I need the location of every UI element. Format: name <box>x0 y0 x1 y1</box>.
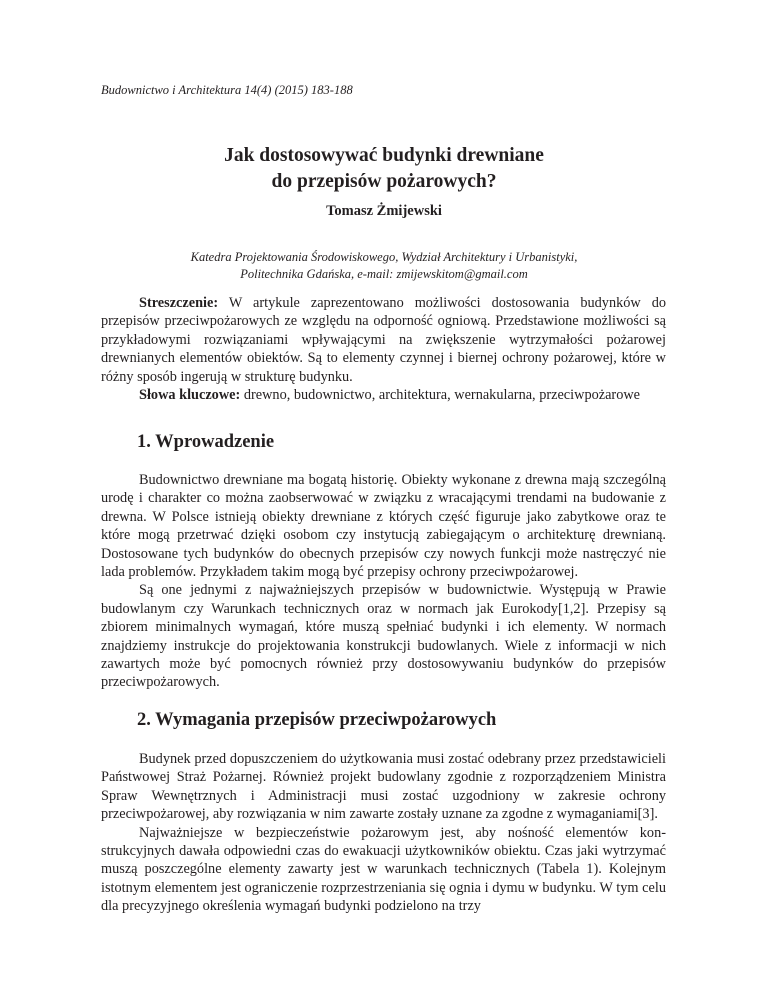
abstract-paragraph <box>101 294 666 386</box>
paragraph: Najważniejsze w bezpieczeństwie pożarowym jest, aby nośność elementów konstrukcyjnych dawała odpowiedni czas do ewakuacji użytkowników obiektu. Czas jaki wytrzymać muszą poszczególne elementy zawarty jest w warunkach technicznych (Tabela 1). Kolejnym istotnym elementem jest ograniczenie rozprzestrzeniania się ognia i dymu w budynku. W tym celu dla precyzyjnego określenia wymagań budynki podzielono na trzy <box>101 824 666 915</box>
title-line-1: Jak dostosowywać budynki drewniane <box>224 145 544 166</box>
section-body-fire-regulations <box>101 750 666 916</box>
paragraph: Są one jednymi z najważniejszych przepisów w budownictwie. Występują w Prawie budowlanym czy Warunkach technicznych oraz w normach jak Eurokody[1,2]. Przepisy są zbiorem minimalnych wymagań, które muszą spełniać budynki i ich elementy. W normach znajdziemy instrukcje do projektowania konstrukcji budowlanych. Wiele z informacji w nich zawartych może być pomocnych również przy dostosowywaniu budynków do przepisów przeciwpożarowych. <box>101 582 666 691</box>
section-heading-introduction: 1. Wprowadzenie <box>137 432 275 452</box>
affiliation-line-2: Politechnika Gdańska, e-mail: zmijewskitom@gmail.com <box>240 266 528 281</box>
section-heading-fire-regulations: 2. Wymagania przepisów przeciwpożarowych <box>137 710 497 730</box>
abstract-text: W artykule zaprezentowano możliwości dostosowania budynków do przepisów przeciwpożarowych ze względu na odporność ogniową. Przedstawione możliwości są przykładowymi rozwiązaniami wpływającymi na zwiększenie wytrzymałości pożarowej drewnianych elementów obiektów. Są to elementy czynnej i biernej ochrony pożarowej, które w różny sposób ingerują w strukturę budynku. <box>101 295 666 385</box>
affiliation-line-1: Katedra Projektowania Środowiskowego, Wydział Architektury i Urbanistyki, <box>190 250 578 264</box>
title-line-2: do przepisów pożarowych? <box>271 171 497 192</box>
author: Tomasz Żmijewski <box>326 203 442 219</box>
affiliation <box>0 249 768 282</box>
abstract <box>101 294 666 404</box>
abstract-label: Streszczenie: <box>139 295 219 311</box>
section-body-introduction <box>101 471 666 692</box>
paragraph: Budownictwo drewniane ma bogatą historię. Obiekty wykonane z drewna mają szczególną urodę i charakter co można zaobserwować w związku z wracającymi trendami na budowanie z drewna. W Polsce istnieją obiekty drewniane z których część figuruje jako zabytkowe oraz te które mogą przetrwać dzięki osobom czy instytucją zabiegającym o architekturę drewnianą. Dostosowane tych budynków do obecnych przepisów czy nowych funkcji może nastręczyć nie lada problemów. Przykładem takim mogą być przepisy ochrony przeciwpożarowej. <box>101 472 666 581</box>
journal-header: Budownictwo i Architektura 14(4) (2015) 183-188 <box>101 83 353 97</box>
keywords-paragraph <box>101 386 666 404</box>
paragraph: Budynek przed dopuszczeniem do użytkowania musi zostać odebrany przez przedstawicieli Państwowej Straż Pożarnej. Również projekt budowlany zgodnie z rozporządzeniem Ministra Spraw Wewnętrznych i Administracji musi zostać uzgodniony w zakresie ochrony przeciwpożarowej, aby rozwiązania w nim zawarte zostały uznane za zgodne z wymaganiami[3]. <box>101 751 666 823</box>
paper-title <box>0 143 768 195</box>
keywords-label: Słowa kluczowe: <box>139 387 241 404</box>
keywords-text: drewno, budownictwo, architektura, wernakularna, przeciwpożarowe <box>243 387 641 404</box>
